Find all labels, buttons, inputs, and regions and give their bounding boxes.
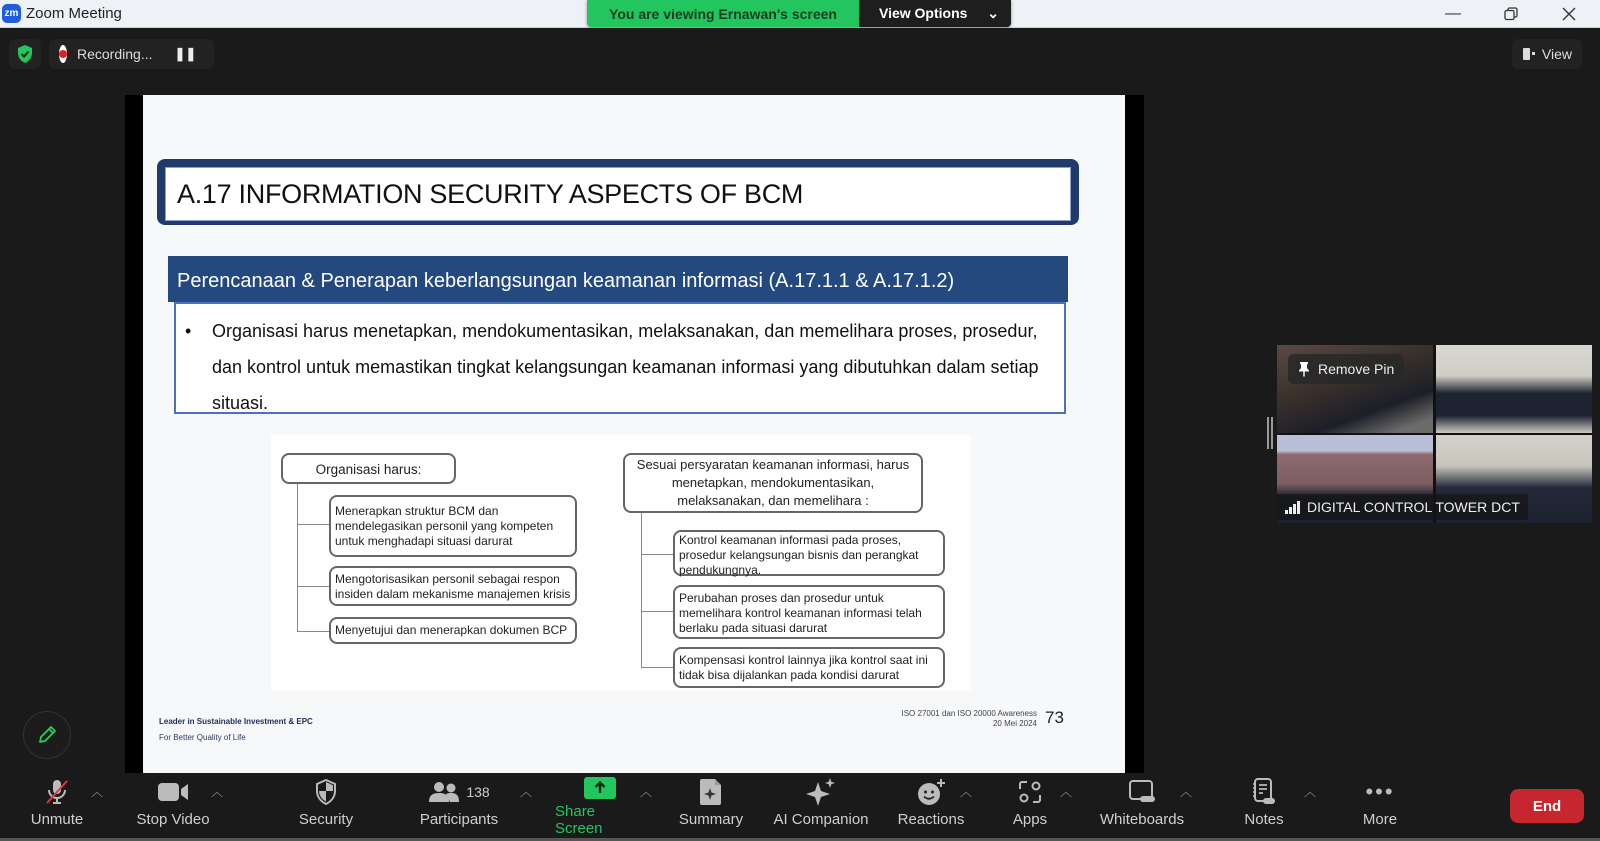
meeting-toolbar bbox=[0, 773, 1600, 841]
restore-button[interactable] bbox=[1482, 0, 1540, 28]
meeting-topbar bbox=[0, 28, 1600, 80]
view-options-label: View Options bbox=[879, 5, 968, 21]
zoom-logo-icon: zm bbox=[2, 4, 21, 23]
participant-count: 138 bbox=[466, 784, 490, 800]
footer-event bbox=[873, 709, 1037, 729]
connector-line bbox=[641, 554, 673, 555]
recording-label: Recording... bbox=[77, 46, 153, 62]
bullet-icon: • bbox=[185, 321, 192, 341]
diagram-right-item: Perubahan proses dan prosedur untuk memelihara kontrol keamanan informasi telah berlaku pada situasi darurat bbox=[673, 585, 945, 639]
connector-line bbox=[641, 513, 642, 668]
summary-label: Summary bbox=[678, 811, 744, 828]
share-screen-label: Share Screen bbox=[555, 803, 603, 837]
slide-subheader: Perencanaan & Penerapan keberlangsungan keamanan informasi (A.17.1.1 & A.17.1.2) bbox=[168, 256, 1068, 302]
encryption-button[interactable] bbox=[9, 39, 41, 69]
shield-check-icon bbox=[16, 44, 34, 64]
notes-caret-icon[interactable]: ︿ bbox=[1304, 785, 1317, 799]
bcm-diagram bbox=[271, 435, 971, 691]
pinned-video-panel[interactable] bbox=[1277, 345, 1592, 523]
summary-doc-icon bbox=[699, 773, 723, 811]
notes-icon bbox=[1252, 773, 1276, 811]
share-options-caret-icon[interactable]: ︿ bbox=[640, 785, 653, 799]
slide-page-number: 73 bbox=[1045, 708, 1064, 727]
video-tile bbox=[1436, 345, 1592, 433]
shared-screen bbox=[125, 95, 1144, 773]
pin-icon bbox=[1298, 361, 1310, 377]
ai-sparkle-icon bbox=[805, 773, 837, 811]
view-button[interactable] bbox=[1512, 39, 1582, 69]
share-screen-icon bbox=[584, 773, 616, 803]
slide-title: A.17 INFORMATION SECURITY ASPECTS OF BCM bbox=[165, 167, 1071, 221]
security-button[interactable] bbox=[290, 773, 362, 837]
muted-mic-icon bbox=[44, 773, 70, 811]
slide-title-frame bbox=[157, 159, 1079, 225]
reactions-caret-icon[interactable]: ︿ bbox=[960, 785, 973, 799]
security-label: Security bbox=[298, 811, 354, 828]
annotate-button[interactable] bbox=[23, 711, 71, 759]
reaction-smiley-icon bbox=[916, 773, 946, 811]
window-titlebar bbox=[0, 0, 1600, 28]
slide-body bbox=[174, 302, 1066, 414]
ai-companion-button[interactable] bbox=[765, 773, 877, 837]
participants-icon bbox=[428, 781, 460, 803]
ai-companion-label: AI Companion bbox=[773, 811, 869, 828]
diagram-left-item: Menyetujui dan menerapkan dokumen BCP bbox=[329, 617, 577, 644]
close-icon bbox=[1562, 7, 1576, 21]
end-meeting-button[interactable]: End bbox=[1510, 789, 1584, 823]
whiteboard-icon bbox=[1128, 773, 1156, 811]
footer-date: 20 Mei 2024 bbox=[992, 719, 1037, 728]
view-label: View bbox=[1541, 46, 1572, 62]
connector-line bbox=[641, 611, 673, 612]
more-label: More bbox=[1362, 811, 1398, 828]
video-options-caret-icon[interactable]: ︿ bbox=[211, 785, 224, 799]
signal-strength-icon bbox=[1285, 500, 1301, 514]
viewing-banner bbox=[587, 0, 1011, 27]
pause-recording-button[interactable]: ❚❚ bbox=[174, 46, 197, 61]
footer-subtagline: For Better Quality of Life bbox=[159, 733, 246, 742]
diagram-left-head: Organisasi harus: bbox=[281, 453, 456, 484]
participant-name-tag bbox=[1277, 494, 1528, 520]
unmute-label: Unmute bbox=[30, 811, 84, 828]
recording-dot-icon bbox=[59, 45, 67, 63]
remove-pin-button[interactable] bbox=[1288, 354, 1404, 384]
viewing-screen-label: You are viewing Ernawan's screen bbox=[587, 0, 859, 27]
connector-line bbox=[297, 631, 329, 632]
diagram-left-item: Mengotorisasikan personil sebagai respon insiden dalam mekanisme manajemen krisis bbox=[329, 566, 577, 606]
restore-icon bbox=[1504, 7, 1518, 21]
summary-button[interactable] bbox=[675, 773, 747, 837]
close-button[interactable] bbox=[1540, 0, 1598, 28]
reactions-button[interactable] bbox=[893, 773, 969, 837]
more-dots-icon: ••• bbox=[1365, 779, 1395, 804]
whiteboards-label: Whiteboards bbox=[1099, 811, 1185, 828]
notes-button[interactable] bbox=[1234, 773, 1294, 837]
audio-options-caret-icon[interactable]: ︿ bbox=[91, 785, 104, 799]
chevron-down-icon: ⌄ bbox=[987, 5, 999, 21]
diagram-right-item: Kontrol keamanan informasi pada proses, prosedur kelangsungan bisnis dan perangkat pendukungnya. bbox=[673, 530, 945, 576]
notes-label: Notes bbox=[1244, 811, 1284, 828]
security-shield-icon bbox=[315, 773, 337, 811]
pencil-icon bbox=[36, 724, 58, 746]
minimize-button[interactable] bbox=[1424, 0, 1482, 28]
more-button[interactable] bbox=[1350, 773, 1410, 837]
participants-icon-group bbox=[428, 773, 489, 811]
participants-caret-icon[interactable]: ︿ bbox=[520, 785, 533, 799]
panel-resize-handle[interactable] bbox=[1267, 417, 1273, 449]
connector-line bbox=[297, 484, 298, 632]
presentation-slide bbox=[143, 95, 1125, 773]
diagram-right-item: Kompensasi kontrol lainnya jika kontrol saat ini tidak bisa dijalankan pada kondisi darurat bbox=[673, 647, 945, 688]
apps-button[interactable] bbox=[1000, 773, 1060, 837]
stop-video-label: Stop Video bbox=[136, 811, 210, 828]
view-options-button[interactable] bbox=[859, 0, 1011, 27]
connector-line bbox=[297, 524, 329, 525]
participants-label: Participants bbox=[419, 811, 499, 828]
connector-line bbox=[641, 667, 673, 668]
whiteboards-caret-icon[interactable]: ︿ bbox=[1180, 785, 1193, 799]
apps-caret-icon[interactable]: ︿ bbox=[1060, 785, 1073, 799]
reactions-label: Reactions bbox=[897, 811, 965, 828]
diagram-right-head: Sesuai persyaratan keamanan informasi, harus menetapkan, mendokumentasikan, melaksanakan, dan memelihara : bbox=[623, 453, 923, 513]
slide-body-text: Organisasi harus menetapkan, mendokumentasikan, melaksanakan, dan memelihara proses, prosedur, dan kontrol untuk memastikan tingkat kelangsungan keamanan informasi yang dibutuhkan dalam setiap situasi. bbox=[212, 321, 1039, 413]
minimize-icon: — bbox=[1445, 5, 1461, 22]
remove-pin-label: Remove Pin bbox=[1318, 361, 1395, 377]
unmute-button[interactable] bbox=[22, 773, 92, 837]
diagram-left-item: Menerapkan struktur BCM dan mendelegasikan personil yang kompeten untuk menghadapi situasi darurat bbox=[329, 495, 577, 557]
recording-indicator bbox=[49, 39, 214, 69]
window-title: Zoom Meeting bbox=[26, 5, 122, 22]
connector-line bbox=[297, 586, 329, 587]
stop-video-button[interactable] bbox=[131, 773, 215, 837]
footer-tagline: Leader in Sustainable Investment & EPC bbox=[159, 717, 313, 726]
apps-label: Apps bbox=[1012, 811, 1048, 828]
participants-button[interactable] bbox=[411, 773, 507, 837]
footer-event-name: ISO 27001 dan ISO 20000 Awareness bbox=[901, 709, 1037, 718]
participant-name: DIGITAL CONTROL TOWER DCT bbox=[1307, 499, 1520, 515]
view-layout-icon bbox=[1522, 47, 1536, 61]
whiteboards-button[interactable] bbox=[1094, 773, 1193, 837]
video-camera-icon bbox=[157, 773, 189, 811]
share-screen-button[interactable] bbox=[555, 773, 645, 837]
apps-icon bbox=[1017, 773, 1043, 811]
